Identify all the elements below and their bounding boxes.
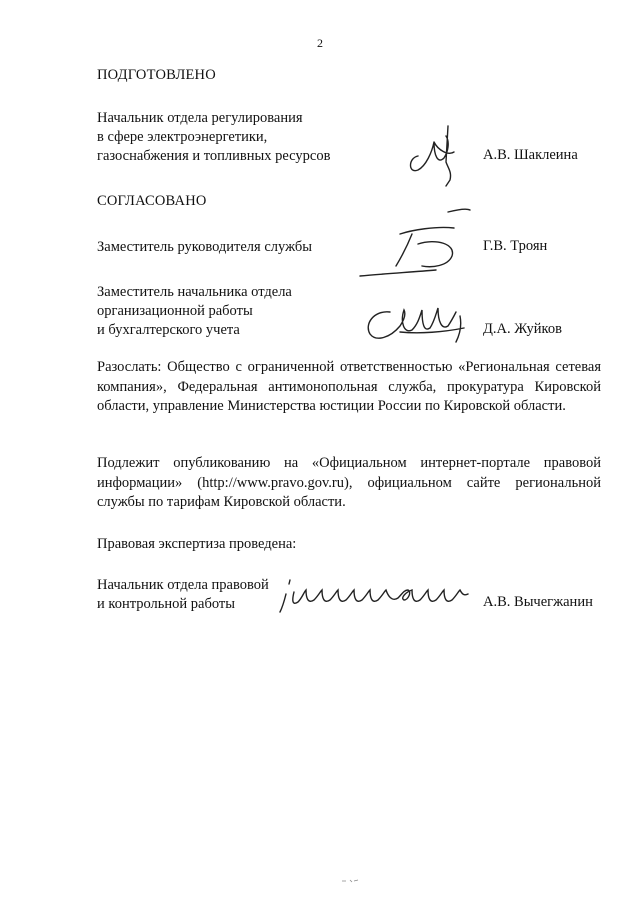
agreed-person2-position: Заместитель начальника отдела организационной работы и бухгалтерского учета [97, 284, 292, 338]
signature-zhuykov [360, 302, 472, 346]
agreed-person1-name: Г.В. Троян [483, 238, 548, 254]
agreed-person1-position: Заместитель руководителя службы [97, 239, 313, 255]
agreed-person2-name: Д.А. Жуйков [483, 321, 562, 337]
prepared-heading: ПОДГОТОВЛЕНО [97, 67, 216, 83]
prepared-position: Начальник отдела регулирования в сфере электроэнергетики, газоснабжения и топливных ресурсов [97, 110, 331, 164]
scan-mark [340, 878, 360, 884]
page-number: 2 [317, 36, 323, 50]
agreed-heading: СОГЛАСОВАНО [97, 193, 207, 209]
legal-review-position: Начальник отдела правовой и контрольной работы [97, 577, 269, 612]
publication-paragraph: Подлежит опубликованию на «Официальном интернет-портале правовой информации» (http://www.pravo.gov.ru), официальном сайте региональной службы по тарифам Кировской области. [97, 455, 601, 510]
legal-review-statement: Правовая экспертиза проведена: [97, 536, 297, 552]
distribution-paragraph: Разослать: Общество с ограниченной ответственностью «Региональная сетевая компания», Федеральная антимонопольная служба, прокуратура Кировской области, управление Министерства юстиции России по Кировской области. [97, 359, 601, 414]
legal-review-name: А.В. Вычегжанин [483, 594, 593, 610]
signature-vychegzhanin [276, 578, 472, 618]
prepared-name: А.В. Шаклеина [483, 147, 578, 163]
signature-troyan [352, 204, 476, 284]
signature-shakleina [404, 122, 464, 188]
